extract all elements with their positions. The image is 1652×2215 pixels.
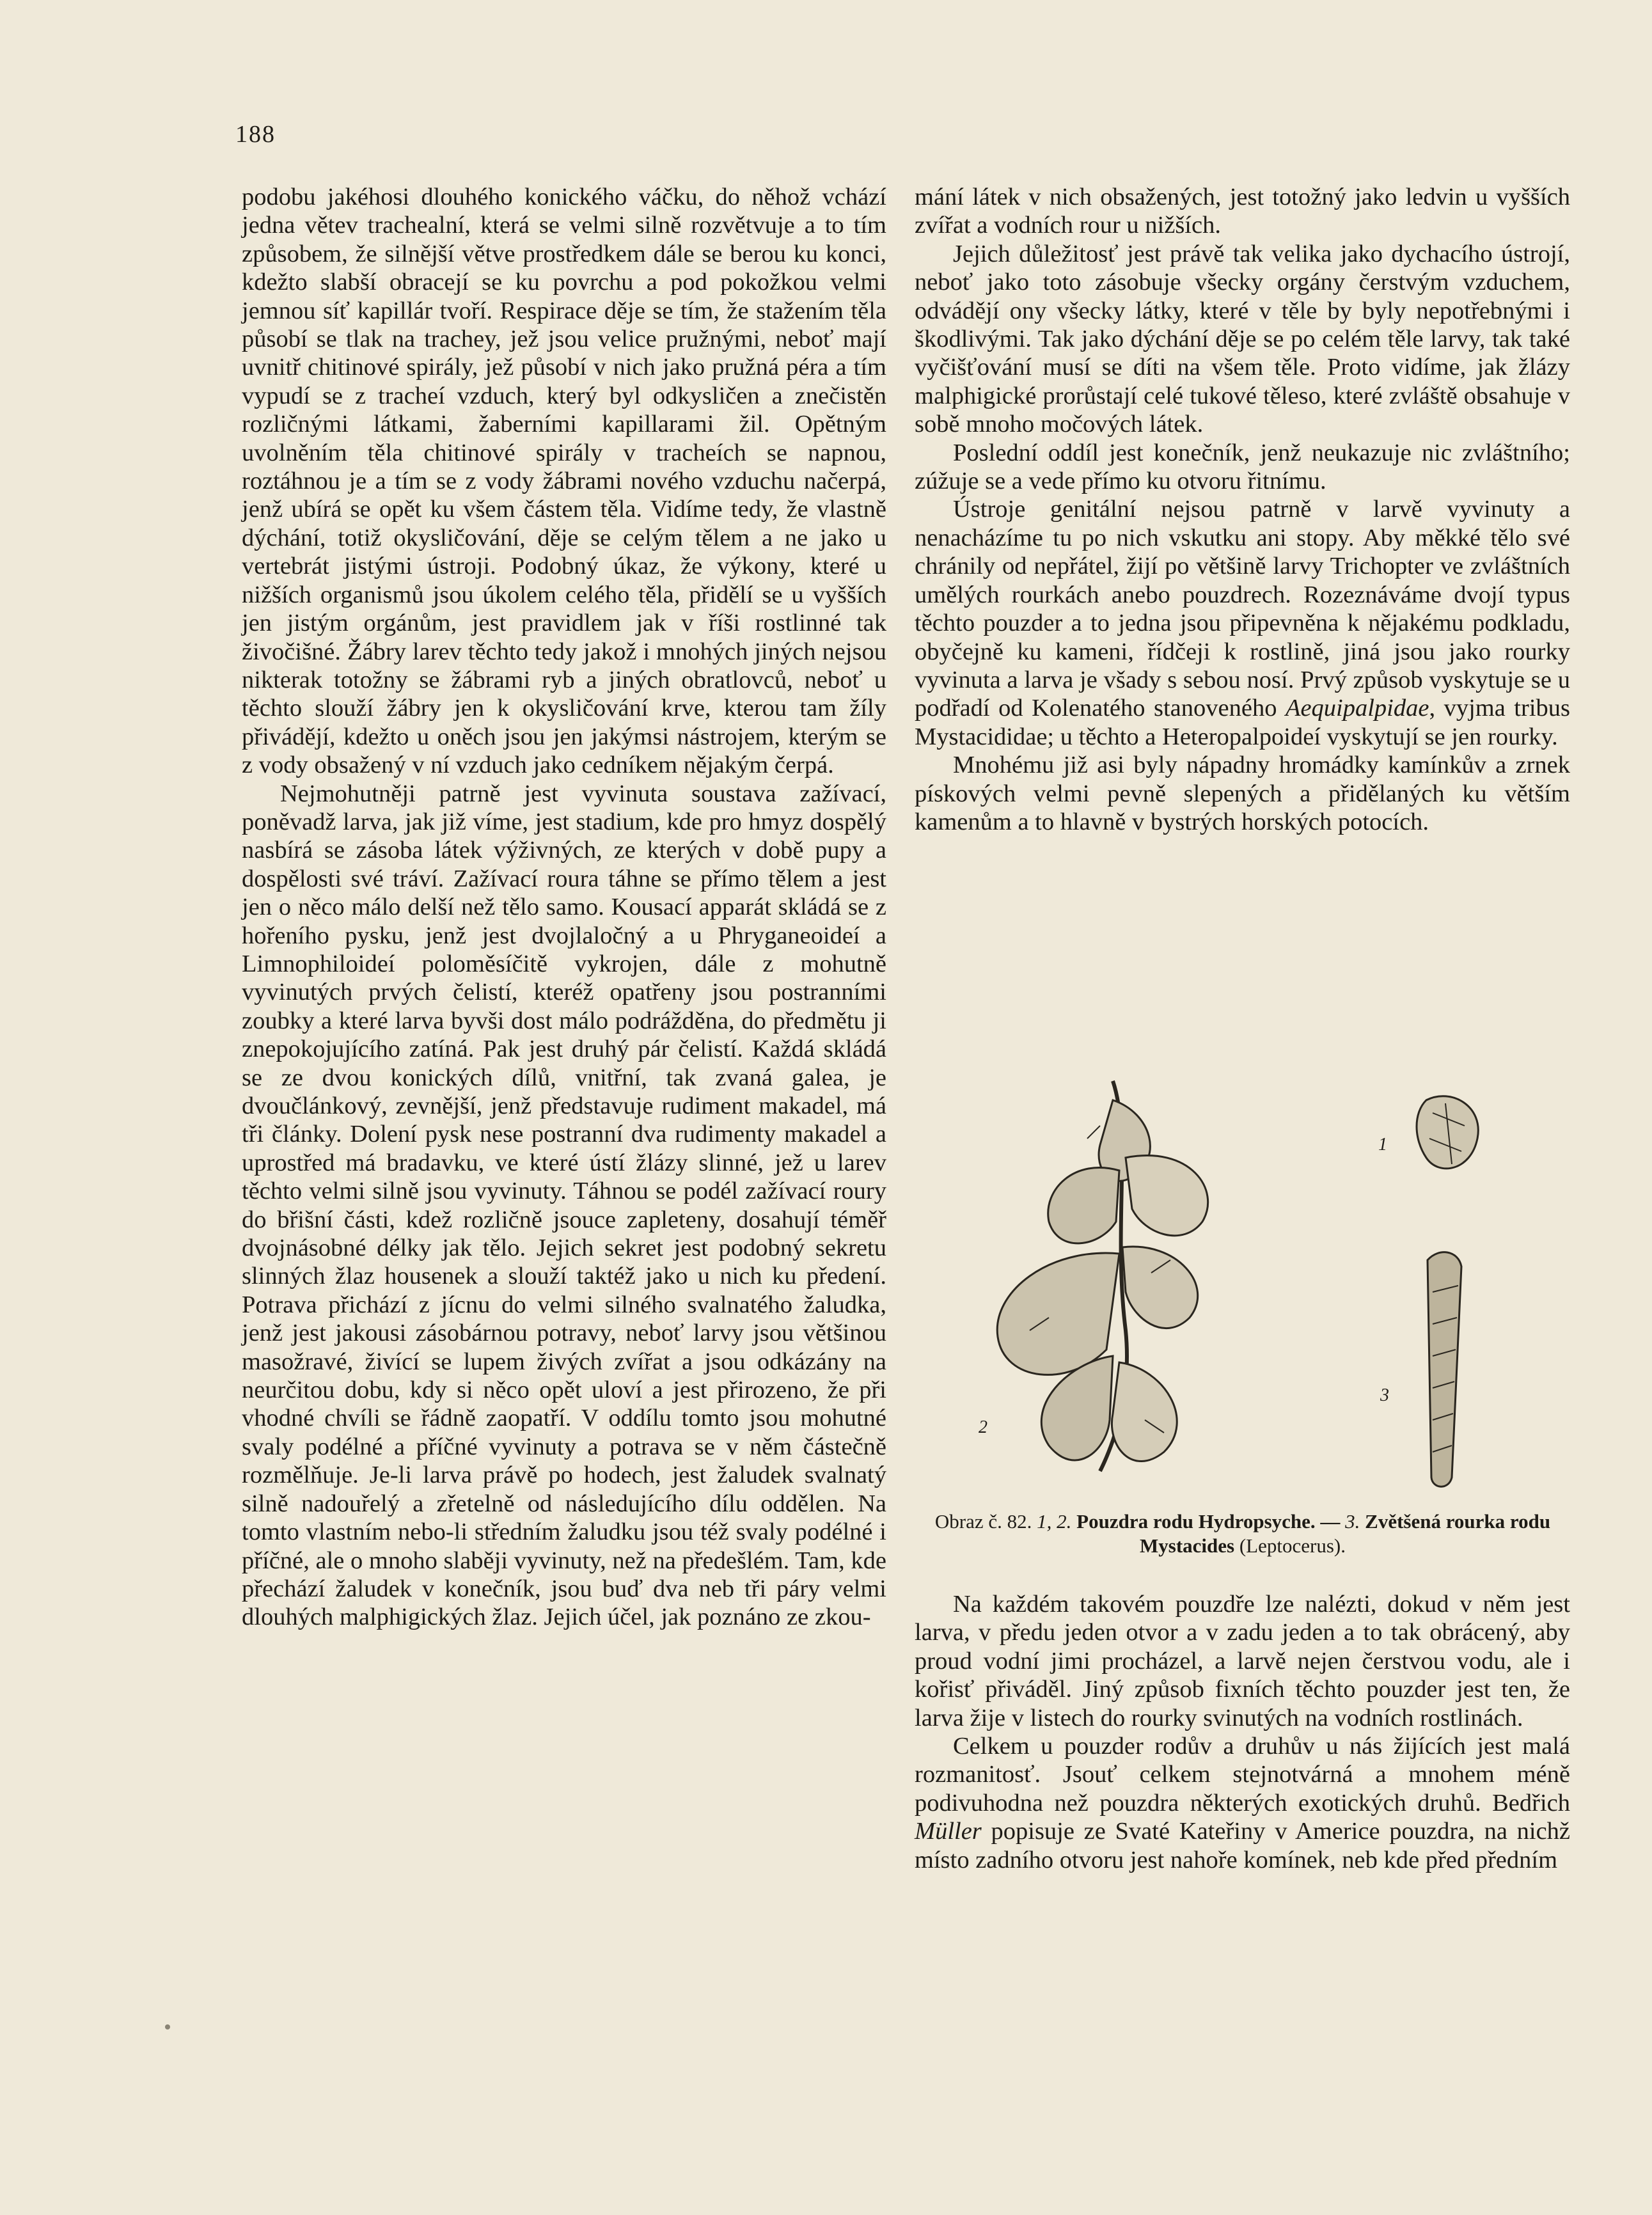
figure-illustration [921,1062,1567,1510]
caption-prefix: Obraz č. 82. [934,1510,1037,1533]
text-run: Celkem u pouzder rodův a druhův u nás žijících jest malá rozmanitosť. Jsouť celkem stejnotvárná a mnohem méně podivuhodna než pouzdra některých exotických druhů. Bedřich [915,1733,1570,1817]
page-number: 188 [235,121,276,148]
mystacides-tube-3 [1428,1252,1461,1487]
caption-title: Zvětšená rourka rodu Mystacides [1140,1510,1551,1557]
paragraph: podobu jakéhosi dlouhého konického váčku, do něhož vchází jedna větev trachealní, která se velmi silně rozvětvuje a to tím způsobem, že silnější větve prostředkem dále se berou ku konci, kdežto slabší obracejí se ku povrchu a pod pokožkou velmi jemnou síť kapillár tvoří. Respirace děje se tím, že stažením těla působí se tlak na trachey, jež jsou velice pružnými, neboť mají uvnitř chitinové spirály, jež působí v nich jako pružná péra a tím vypudí se z tracheí vzduch, který byl odkysličen a znečistěn rozličnými látkami, žaberními kapillarami žil. Opětným uvolněním těla chitinové spirály v tracheích se napnou, roztáhnou je a tím se z vody žábrami nového vzduchu načerpá, jenž ubírá se opět ku všem částem těla. Vidíme tedy, že vlastně dýchání, totiž okysličování, děje se celým tělem a ne jako u vertebrát jistými ústroji. Podobný úkaz, že výkony, které u nižších organismů jsou úkolem celého těla, přidělí se u vyšších jen jistým orgánům, jest pravidlem jak v říši rostlinné tak živočišné. Žábry larev těchto tedy jakož i mnohých jiných nejsou nikterak totožny se žábrami ryb a jiných obratlovců, neboť u těchto slouží žábry jen k okysličování krve, kterou tam žíly přivádějí, kdežto u oněch jsou jen jakýmsi nástrojem, kterým se z vody obsažený v ní vzduch jako cedníkem nějakým čerpá. [242,184,886,779]
paragraph [915,1732,1570,1874]
paragraph [915,495,1570,751]
figure-label-1: 1 [1378,1135,1387,1155]
text-run: , vyjma tribus Mystacididae; u těchto a Heteropalpoideí vyskytují se jen rourky. [915,695,1570,750]
figure-label-3: 3 [1380,1385,1389,1405]
right-column-upper [915,183,1570,836]
text-run: Ústroje genitální nejsou patrně v larvě vyvinuty a nenacházíme tu po nich vskutku ani stopy. Aby měkké tělo své chránily od nepřátel, žijí po většině larvy Trichopter ve zvláštních umělých rourkách anebo pouzdrech. Rozeznáváme dvojí typus těchto pouzder a to jedna jsou připevněna k nějakému podkladu, obyčejně ku kameni, řídčeji k rostlině, jiná jsou jako rourky vyvinuta a larva je všady s sebou nosí. Prvý způsob vyskytuje se u podřadí od Kolenatého stanoveného [915,496,1570,722]
caption-suffix: (Leptocerus). [1234,1534,1346,1557]
caption-title: Pouzdra rodu Hydropsyche. — [1071,1510,1346,1533]
paragraph: Jejich důležitosť jest právě tak velika jako dychacího ústrojí, neboť jako toto zásobuje všecky orgány čerstvým vzduchem, odvádějí ony všecky látky, které v těle by byly nepotřebnými i škodlivými. Tak jako dýchání děje se po celém těle larvy, tak také vyčišťování musí se díti na všem těle. Proto vidíme, jak žlázy malphigické prorůstají celé tukové těleso, které zvláště obsahuje v sobě mnoho močových látek. [915,240,1570,438]
paragraph: mání látek v nich obsažených, jest totožný jako ledvin u vyšších zvířat a vodních rour u nižších. [915,184,1570,239]
caption-numbers: 1, 2. [1037,1510,1072,1533]
caddisfly-cases-drawing [921,1062,1567,1510]
paragraph: Poslední oddíl jest konečník, jenž neukazuje nic zvláštního; zúžuje se a vede přímo ku otvoru řitnímu. [915,439,1570,495]
hydropsyche-case-2 [997,1081,1208,1471]
hydropsyche-case-1 [1417,1096,1478,1169]
paragraph: Na každém takovém pouzdře lze nalézti, dokud v něm jest larva, v předu jeden otvor a v zadu jeden a to tak obrácený, aby proud vodní jimi procházel, a larvě nejen čerstvou vodu, ale i kořisť přiváděl. Jiný způsob fixních těchto pouzder jest ten, že larva žije v listech do rourky svinutých na vodních rostlinách. [915,1591,1570,1731]
caption-numbers: 3. [1345,1510,1360,1533]
paragraph: Nejmohutněji patrně jest vyvinuta soustava zažívací, poněvadž larva, jak již víme, jest stadium, kde pro hmyz dospělý nasbírá se zásoba látek výživných, ze kterých v době pupy a dospělosti své tráví. Zažívací roura táhne se přímo tělem a jest jen o něco málo delší než tělo samo. Kousací apparát skládá se z hořeního pysku, jenž jest dvojlaločný a u Phryganeoideí a Limnophiloideí poloměsíčitě vykrojen, dále z mohutně vyvinutých prvých čelistí, kteréž opatřeny jsou postranními zoubky a které larva byvši dost málo podrážděna, do předmětu ji znepokojujícího zatíná. Pak jest druhý pár čelistí. Každá skládá se ze dvou konických dílů, vnitřní, tak zvaná galea, je dvoučlánkový, zevnější, jenž představuje rudiment makadel, má tři články. Dolení pysk nese postranní dva rudimenty makadel a uprostřed má bradavku, ve které ústí žlázy slinné, jež u larev těchto velmi silně jsou vyvinuty. Táhnou se podél zažívací roury do břišní části, kdež rozličně jsouce zapleteny, dosahují téměř dvojnásobné délky jak tělo. Jejich sekret jest podobný sekretu slinných žlaz housenek a slouží taktéž jako u nich ku předení. Potrava přichází z jícnu do velmi silného svalnatého žaludka, jenž jest jakousi zásobárnou potravy, neboť larvy jsou většinou masožravé, živící se lupem živých zvířat a jsou odkázány na neurčitou dobu, kdy si něco opět uloví a jest přirozeno, že při vhodné chvíli se řádně zaopatří. V oddílu tomto jsou mohutné svaly podélné a příčné vyvinuty a potrava se v něm částečně rozmělňuje. Je-li larva právě po hodech, jest žaludek svalnatý silně nadouřelý a zřetelně od následujícího dílu oddělen. Na tomto vlastním nebo-li středním žaludku jsou též svaly podélné i příčné, ale o mnoho slaběji vyvinuty, než na předešlém. Tam, kde přechází žaludek v konečník, jsou buď dva neb tři páry velmi dlouhých malphigických žlaz. Jejich účel, jak poznáno ze zkou- [242,780,886,1631]
text-run: popisuje ze Svaté Kateřiny v Americe pouzdra, na nichž místo zadního otvoru jest nahoře komínek, neb kde před předním [915,1818,1570,1873]
figure-caption [920,1510,1566,1558]
figure-label-2: 2 [979,1417,987,1437]
italic-term: Aequipalpidae [1285,695,1429,722]
paper-speck [165,2024,170,2030]
left-column [242,183,886,1632]
right-column-lower [915,1590,1570,1874]
paragraph: Mnohému již asi byly nápadny hromádky kamínkův a zrnek pískových velmi pevně slepených a přidělaných ku větším kamenům a to hlavně v bystrých horských potocích. [915,752,1570,835]
italic-name: Müller [915,1818,982,1845]
